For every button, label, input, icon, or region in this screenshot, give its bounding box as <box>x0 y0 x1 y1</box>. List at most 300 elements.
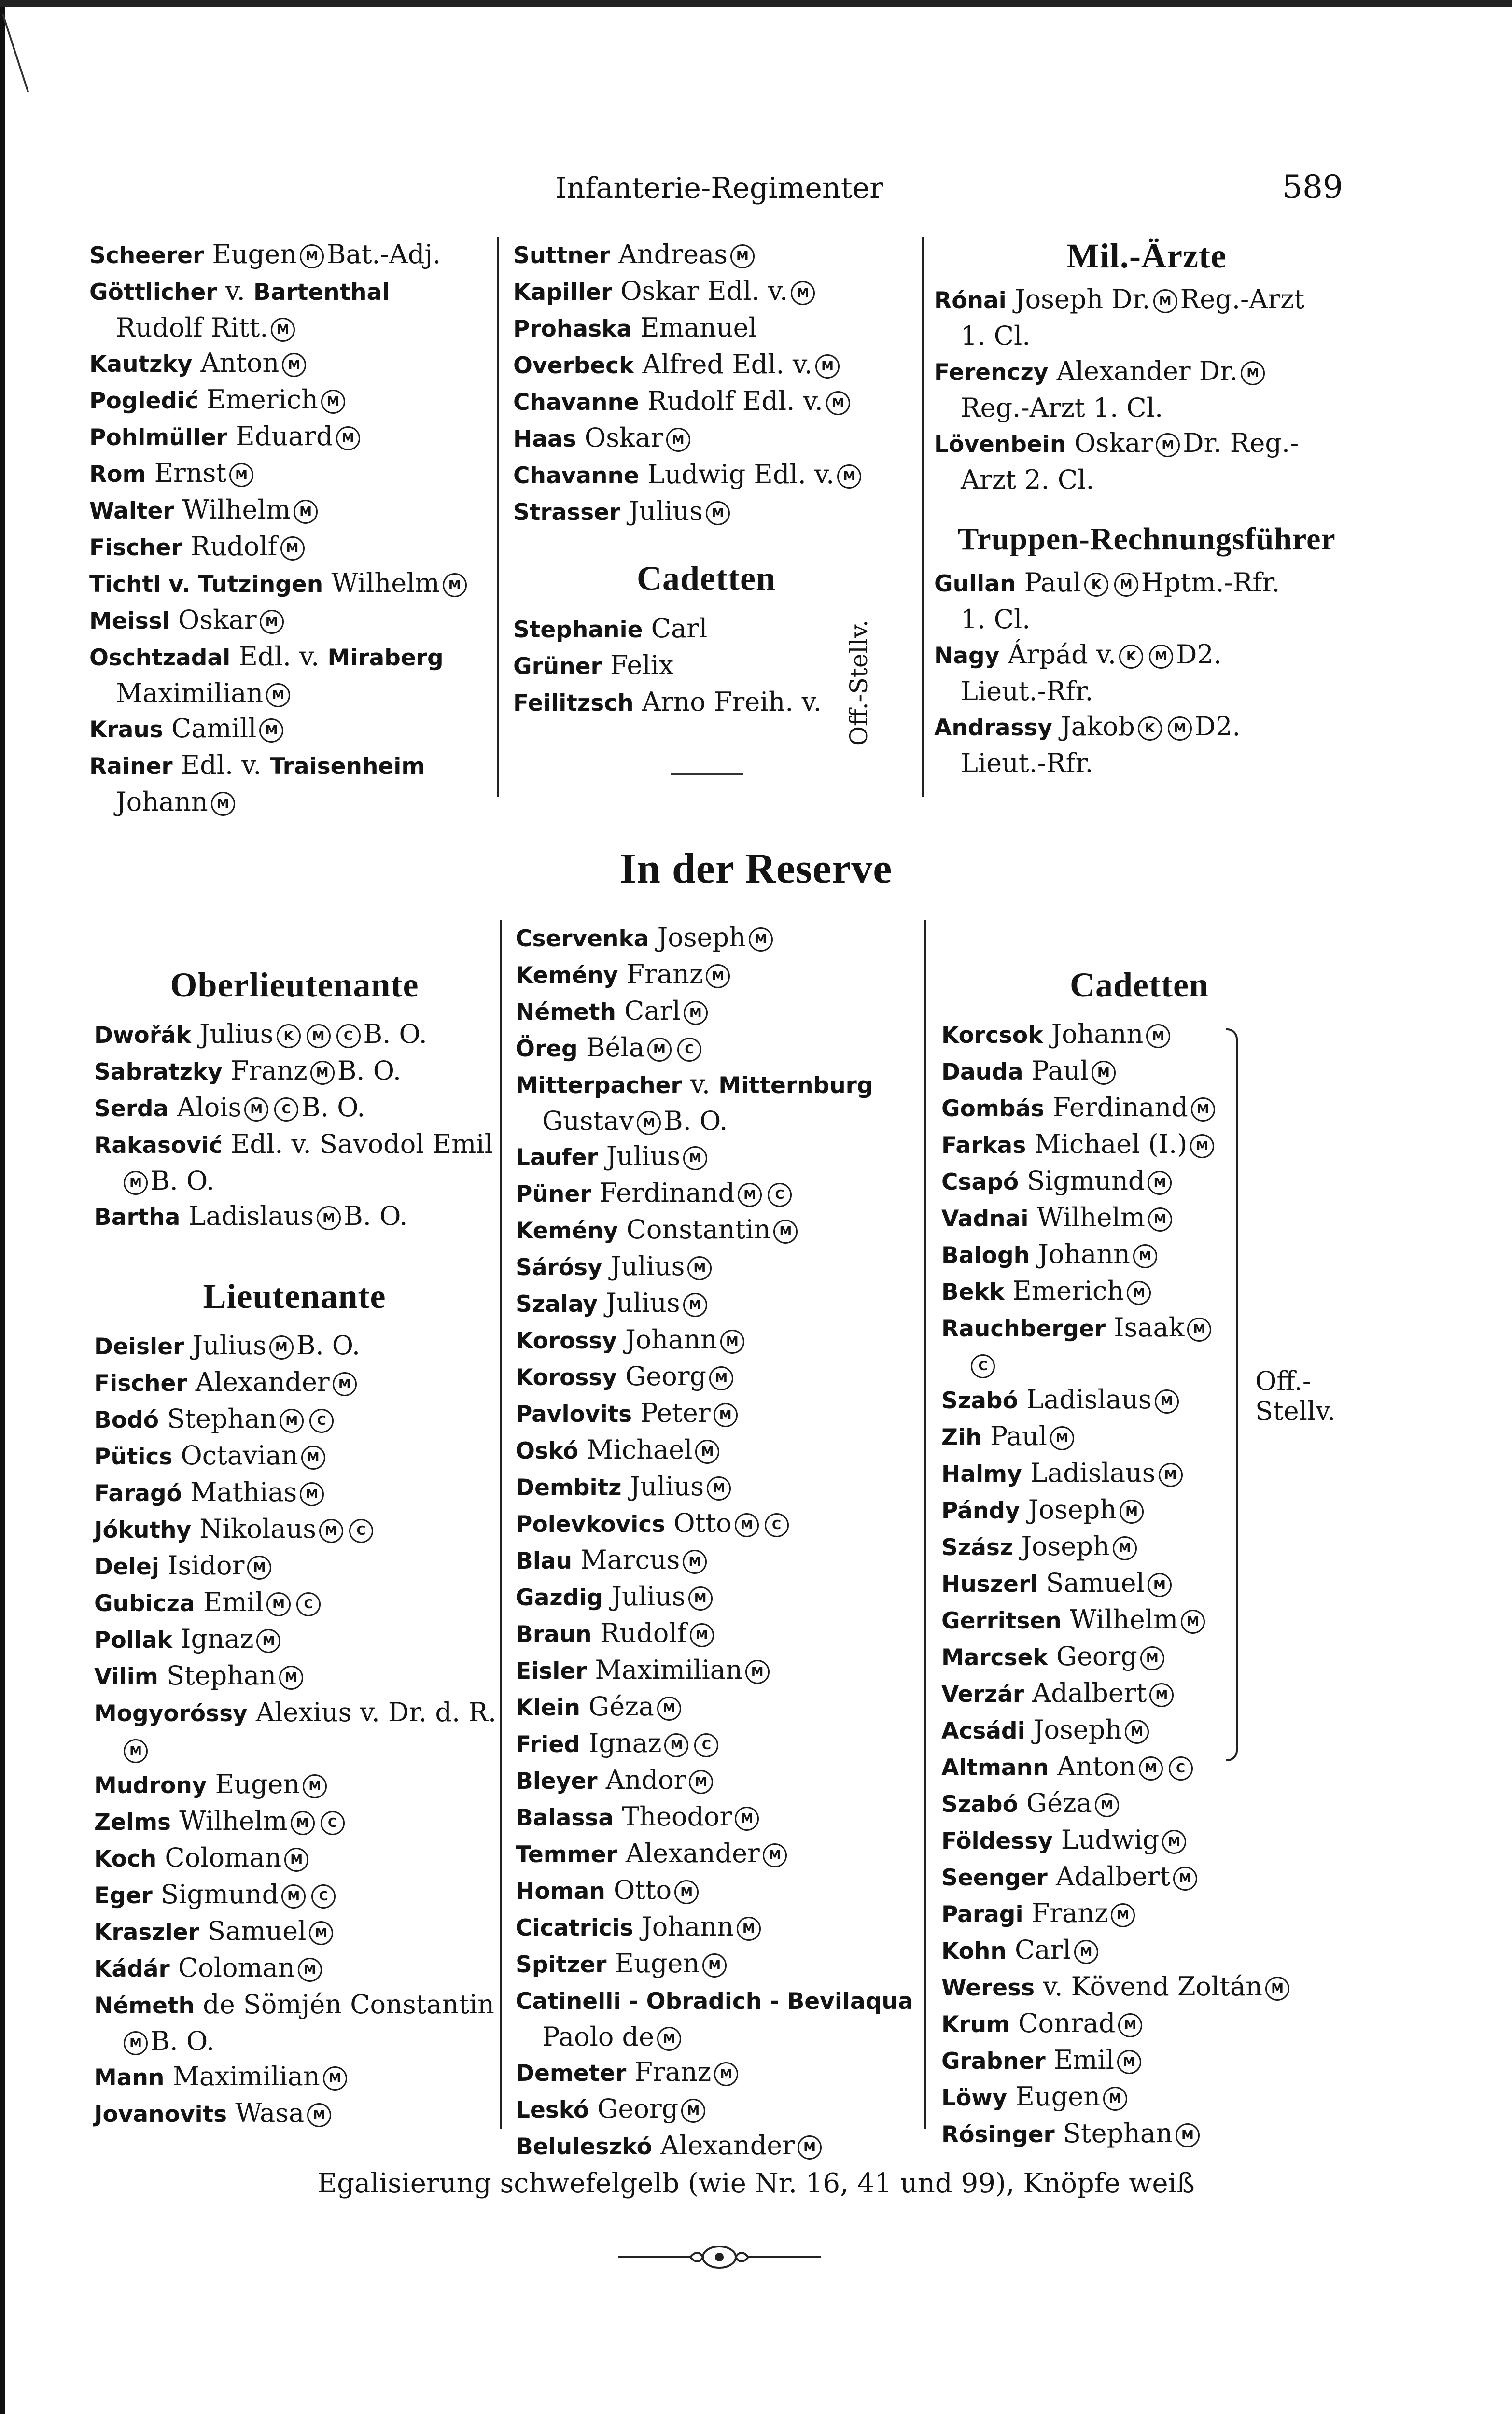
roster-entry <box>516 1175 931 1212</box>
surname: Verzár <box>941 1681 1024 1708</box>
medal-m-icon: M <box>443 573 467 597</box>
surname: Kraszler <box>94 1919 199 1946</box>
surname: Dembitz <box>516 1474 622 1501</box>
surname: Sabratzky <box>94 1059 223 1085</box>
predicate-name: Traisenheim <box>269 753 425 780</box>
medal-m-icon: M <box>1162 1830 1186 1854</box>
given-name: Alexander Dr. <box>1056 356 1238 386</box>
given-name: Emerich <box>1012 1276 1124 1306</box>
medal-m-icon: M <box>1265 1977 1289 2001</box>
surname: Andrassy <box>934 715 1052 741</box>
medal-m-icon: M <box>124 2031 148 2055</box>
surname: Prohaska <box>513 316 632 342</box>
given-name: Franz <box>626 959 703 989</box>
roster-entry <box>94 1474 495 1511</box>
cross-k-icon: K <box>1138 716 1162 741</box>
active-officers-column-1 <box>89 237 490 819</box>
medal-m-icon: M <box>1111 1903 1135 1927</box>
surname: Kapiller <box>513 279 613 306</box>
roster-entry <box>89 382 490 419</box>
surname: Rauchberger <box>941 1316 1106 1342</box>
roster-entry <box>516 1030 931 1067</box>
roster-entry <box>941 1785 1337 1822</box>
surname: Rónai <box>934 287 1007 314</box>
given-name: Ludwig Edl. v. <box>647 459 835 490</box>
given-name: Franz <box>231 1055 308 1086</box>
rank-annotation: B. O. <box>363 1019 427 1049</box>
roster-entry <box>934 281 1359 318</box>
roster-entry <box>941 1163 1337 1200</box>
given-name: Béla <box>586 1032 644 1063</box>
surname: Szabó <box>941 1791 1018 1818</box>
surname: Sárósy <box>516 1254 602 1281</box>
surname: Feilitzsch <box>513 690 634 716</box>
medal-c-icon: C <box>1169 1756 1193 1781</box>
given-name: Alexander <box>625 1838 760 1868</box>
surname: Eger <box>94 1882 153 1909</box>
reserve-officers-list <box>516 920 931 2164</box>
medal-c-icon: C <box>274 1097 298 1122</box>
surname: Balogh <box>941 1242 1030 1269</box>
rank-annotation: B. O. <box>151 2026 215 2056</box>
roster-entry <box>941 1749 1337 1785</box>
surname: Szalay <box>516 1291 598 1318</box>
roster-entry <box>89 711 490 747</box>
medal-c-icon: C <box>768 1183 792 1207</box>
roster-entry <box>516 1469 931 1505</box>
section-end-rule <box>671 773 743 775</box>
medal-m-icon: M <box>298 1958 322 1982</box>
medal-c-icon: C <box>309 1409 334 1433</box>
medal-m-icon: M <box>738 1183 762 1207</box>
roster-entry <box>94 1198 495 1235</box>
medal-m-icon: M <box>1125 1720 1149 1744</box>
roster-entry <box>516 1762 931 1799</box>
page-header <box>0 168 1512 210</box>
medal-m-icon: M <box>309 1921 333 1945</box>
given-name: Géza <box>1026 1788 1092 1818</box>
off-stellv-bracket <box>1226 1028 1238 1761</box>
given-name: Joseph <box>1033 1714 1122 1745</box>
medal-c-icon: C <box>971 1354 995 1378</box>
given-name: Ludwig <box>1061 1825 1160 1855</box>
medal-m-icon: M <box>1074 1940 1098 1964</box>
medal-m-icon: M <box>1156 433 1180 457</box>
roster-entry <box>94 1658 495 1695</box>
given-name: Joseph <box>1028 1494 1117 1525</box>
given-name: Andreas <box>618 239 728 269</box>
surname: Tichtl v. Tutzingen <box>89 571 323 598</box>
given-name: Adalbert <box>1032 1678 1147 1708</box>
surname: Zih <box>941 1424 982 1451</box>
given-name: Carl <box>651 613 708 644</box>
given-name: Eugen <box>1015 2081 1100 2112</box>
roster-entry <box>513 347 914 383</box>
continuation-text: 1. Cl. <box>961 321 1031 351</box>
medal-m-icon: M <box>300 244 324 268</box>
footer-note: Egalisierung schwefelgelb (wie Nr. 16, 41 und 99), Knöpfe weiß <box>317 2168 1195 2199</box>
roster-entry <box>516 993 931 1030</box>
given-name: Johann <box>625 1324 717 1355</box>
given-name: Adalbert <box>1055 1861 1171 1892</box>
predicate-name: Bartenthal <box>253 279 390 306</box>
medal-m-icon: M <box>1120 1500 1144 1524</box>
surname: Spitzer <box>516 1951 607 1978</box>
medal-m-icon: M <box>1173 1867 1197 1891</box>
entry-continuation <box>89 675 490 711</box>
medal-m-icon: M <box>664 1733 688 1757</box>
roster-entry <box>516 1322 931 1359</box>
given-name: Wilhelm <box>331 568 440 598</box>
reserve-column-3 <box>941 963 1337 2152</box>
surname: Seenger <box>941 1865 1048 1891</box>
surname: Németh <box>516 999 616 1025</box>
page-number: 589 <box>1282 168 1343 206</box>
medal-m-icon: M <box>714 1403 738 1427</box>
surname: Löwy <box>941 2085 1008 2111</box>
given-name: Joseph Dr. <box>1014 284 1150 314</box>
surname: Fried <box>516 1731 580 1758</box>
medal-m-icon: M <box>1148 1171 1172 1195</box>
given-name: Marcus <box>580 1544 680 1575</box>
medal-m-icon: M <box>749 927 773 952</box>
entry-continuation <box>934 462 1359 497</box>
roster-list <box>513 237 914 530</box>
medal-m-icon: M <box>706 964 730 988</box>
surname: Polevkovics <box>516 1511 666 1538</box>
given-name: Maximilian <box>172 2061 320 2091</box>
medal-c-icon: C <box>336 1024 361 1048</box>
entry-continuation <box>89 310 490 345</box>
roster-entry <box>941 1639 1337 1675</box>
medal-m-icon: M <box>684 1001 708 1025</box>
given-name: Julius <box>611 1581 686 1612</box>
medal-m-icon: M <box>280 1409 304 1433</box>
surname: Bleyer <box>516 1768 598 1795</box>
roster-entry <box>516 1982 931 2019</box>
given-name: v. <box>225 276 245 306</box>
given-name: Otto <box>613 1875 672 1905</box>
roster-entry <box>941 1200 1337 1236</box>
roster-entry <box>516 2054 931 2091</box>
roster-entry <box>516 1285 931 1322</box>
surname: Haas <box>513 426 576 452</box>
given-name: Anton <box>200 348 280 378</box>
surname: Altmann <box>941 1754 1049 1781</box>
oberlieutenante-list <box>94 1016 495 1235</box>
medal-m-icon: M <box>1176 2123 1200 2147</box>
column-divider <box>500 920 502 2129</box>
roster-entry <box>941 1090 1337 1126</box>
continuation-text: Maximilian <box>116 678 264 708</box>
rank-annotation: B. O. <box>337 1055 402 1086</box>
surname: Chavanne <box>513 463 639 489</box>
medal-m-icon: M <box>229 463 253 487</box>
given-name: Wilhelm <box>179 1806 288 1836</box>
medal-m-icon: M <box>683 1146 707 1170</box>
surname: Grabner <box>941 2048 1046 2075</box>
medal-m-icon: M <box>730 244 755 268</box>
surname: Rósinger <box>941 2121 1055 2148</box>
roster-entry <box>941 1859 1337 1895</box>
roster-entry <box>934 425 1359 462</box>
given-name: Georg <box>597 2093 679 2124</box>
rank-annotation: Dr. Reg.- <box>1183 428 1299 458</box>
medal-m-icon: M <box>307 2103 331 2127</box>
medal-m-icon: M <box>745 1660 770 1684</box>
roster-entry <box>934 709 1359 745</box>
given-name: Theodor <box>622 1801 732 1832</box>
medal-m-icon: M <box>1190 1134 1214 1158</box>
column-divider <box>922 237 924 797</box>
given-name: Edl. v. <box>181 750 262 780</box>
given-name: Eugen <box>212 239 297 269</box>
given-name: Georg <box>1056 1641 1137 1671</box>
medal-m-icon: M <box>1133 1244 1157 1268</box>
given-name: Wilhelm <box>1036 1202 1145 1233</box>
given-name: Géza <box>588 1691 654 1722</box>
given-name: Jakob <box>1061 711 1135 742</box>
predicate-name: Mitternburg <box>718 1072 873 1099</box>
surname: Korossy <box>516 1364 617 1391</box>
reserve-column-2 <box>516 920 931 2164</box>
surname: Öreg <box>516 1036 578 1062</box>
given-name: Alexius v. Dr. d. R. <box>255 1697 497 1727</box>
given-name: Emil <box>1053 2045 1114 2075</box>
surname: Pohlmüller <box>89 424 228 451</box>
roster-entry <box>516 1579 931 1615</box>
roster-entry <box>94 1328 495 1364</box>
given-name: Anton <box>1057 1751 1136 1782</box>
entry-continuation <box>94 1731 495 1767</box>
surname: Mann <box>94 2064 165 2091</box>
medal-m-icon: M <box>333 1372 357 1396</box>
given-name: Isaak <box>1114 1312 1185 1343</box>
rank-annotation: D2. <box>1194 711 1241 742</box>
rank-annotation: B. O. <box>151 1165 215 1196</box>
column-divider <box>924 920 926 2129</box>
roster-entry <box>941 1969 1337 2006</box>
medal-m-icon: M <box>1148 1207 1172 1232</box>
surname: Temmer <box>516 1841 617 1868</box>
roster-entry <box>94 1364 495 1401</box>
roster-entry <box>94 1016 495 1053</box>
roster-entry <box>513 310 914 347</box>
given-name: Stephan <box>167 1660 276 1691</box>
medal-m-icon: M <box>244 1097 268 1122</box>
roster-entry <box>941 1565 1337 1602</box>
roster-entry <box>516 1395 931 1432</box>
medal-m-icon: M <box>124 1739 148 1763</box>
medal-m-icon: M <box>321 390 345 414</box>
roster-entry <box>89 747 490 784</box>
medal-m-icon: M <box>688 1586 713 1611</box>
given-name: Paul <box>1031 1055 1089 1086</box>
roster-entry <box>516 1946 931 1982</box>
given-name: Georg <box>625 1361 707 1391</box>
surname: Németh <box>94 1993 195 2019</box>
roster-entry <box>941 1016 1337 1053</box>
surname: Krum <box>941 2011 1010 2038</box>
surname: Gubicza <box>94 1590 195 1617</box>
truppen-list <box>934 565 1359 781</box>
surname: Zelms <box>94 1809 171 1836</box>
medal-m-icon: M <box>773 1220 798 1244</box>
roster-entry <box>89 345 490 382</box>
given-name: Paul <box>990 1421 1047 1451</box>
medal-m-icon: M <box>291 1811 315 1835</box>
medal-m-icon: M <box>1140 1646 1164 1670</box>
medal-m-icon: M <box>1092 1061 1116 1085</box>
surname: Göttlicher <box>89 279 217 306</box>
off-stellv-label: Off.-Stellv. <box>845 619 873 746</box>
surname: Leskó <box>516 2097 589 2123</box>
surname: Meissl <box>89 608 170 634</box>
medal-m-icon: M <box>271 318 295 342</box>
surname: Rom <box>89 461 146 488</box>
surname: Jovanovits <box>94 2101 227 2128</box>
page-top-edge <box>0 0 1512 7</box>
medal-m-icon: M <box>266 683 290 707</box>
roster-entry <box>516 1542 931 1579</box>
medal-m-icon: M <box>259 718 283 743</box>
roster-entry <box>516 1909 931 1946</box>
medal-m-icon: M <box>737 1917 761 1941</box>
medal-m-icon: M <box>690 1623 714 1647</box>
surname: Pollak <box>94 1627 172 1654</box>
roster-entry <box>89 455 490 492</box>
medal-m-icon: M <box>300 1482 324 1506</box>
roster-entry <box>516 1249 931 1285</box>
roster-entry <box>94 1695 495 1731</box>
given-name: Ignaz <box>181 1624 254 1654</box>
given-name: Andor <box>605 1765 686 1795</box>
medal-m-icon: M <box>683 1293 707 1317</box>
roster-entry <box>941 2042 1337 2079</box>
medal-m-icon: M <box>689 1770 713 1794</box>
roster-entry <box>941 1492 1337 1529</box>
surname: Fischer <box>94 1370 187 1397</box>
roster-entry <box>89 492 490 529</box>
roster-entry <box>89 529 490 565</box>
roster-list <box>89 237 490 819</box>
surname: Homan <box>516 1878 605 1905</box>
rank-annotation: B. O. <box>344 1201 408 1231</box>
medal-m-icon: M <box>1117 2050 1141 2074</box>
given-name: Árpád v. <box>1008 639 1117 670</box>
given-name: v. Kövend Zoltán <box>1043 1971 1263 2002</box>
medal-m-icon: M <box>1118 2013 1142 2037</box>
aerzte-rechnung-column <box>934 234 1359 781</box>
off-stellv-bracket-label: Off.- Stellv. <box>1255 1366 1336 1426</box>
column-divider <box>497 237 499 797</box>
medal-m-icon: M <box>279 1666 303 1690</box>
rank-annotation: Hptm.-Rfr. <box>1141 567 1280 598</box>
surname: Braun <box>516 1621 592 1648</box>
roster-entry <box>516 1799 931 1836</box>
entry-continuation <box>89 784 490 819</box>
roster-entry <box>89 565 490 602</box>
medal-m-icon: M <box>247 1556 271 1580</box>
medal-m-icon: M <box>1095 1793 1119 1817</box>
given-name: Carl <box>1014 1935 1071 1965</box>
entry-continuation <box>934 674 1359 709</box>
given-name: Michael (I.) <box>1034 1129 1188 1159</box>
medal-c-icon: C <box>765 1513 789 1537</box>
section-title-mil-aerzte: Mil.-Ärzte <box>1066 237 1227 275</box>
roster-entry <box>516 920 931 956</box>
mil-aerzte-list <box>934 281 1359 497</box>
surname: Dwořák <box>94 1022 191 1049</box>
surname: Pavlovits <box>516 1401 632 1428</box>
roster-entry <box>94 2095 495 2132</box>
surname: Dauda <box>941 1059 1023 1085</box>
medal-m-icon: M <box>702 1953 727 1978</box>
roster-entry <box>941 1455 1337 1492</box>
roster-entry <box>516 1615 931 1652</box>
entry-continuation <box>934 318 1359 353</box>
surname: Mudrony <box>94 1772 207 1799</box>
cross-k-icon: K <box>1119 645 1143 669</box>
medal-m-icon: M <box>211 792 235 816</box>
surname: Faragó <box>94 1480 182 1507</box>
entry-continuation <box>934 602 1359 637</box>
surname: Klein <box>516 1695 580 1721</box>
roster-entry <box>513 237 914 273</box>
roster-entry <box>94 1987 495 2023</box>
given-name: Ferdinand <box>599 1178 735 1208</box>
entry-continuation <box>516 2019 931 2054</box>
roster-entry <box>516 1432 931 1469</box>
roster-entry <box>94 1950 495 1987</box>
roster-entry <box>516 1359 931 1395</box>
roster-entry <box>513 420 914 457</box>
surname: Jókuthy <box>94 1517 192 1544</box>
medal-m-icon: M <box>1153 289 1177 313</box>
given-name: Conrad <box>1018 2008 1116 2038</box>
roster-entry <box>94 1767 495 1803</box>
surname: Rakasović <box>94 1132 223 1159</box>
medal-m-icon: M <box>815 354 840 379</box>
medal-m-icon: M <box>301 1446 325 1470</box>
roster-entry <box>94 1126 495 1163</box>
roster-entry <box>516 2091 931 2128</box>
medal-c-icon: C <box>311 1884 336 1909</box>
given-name: Isidor <box>168 1550 245 1581</box>
surname: Demeter <box>516 2060 627 2087</box>
entry-continuation <box>934 745 1359 781</box>
roster-entry <box>934 353 1359 390</box>
roster-entry <box>94 1877 495 1913</box>
surname: Földessy <box>941 1828 1053 1854</box>
continuation-text: Paolo de <box>542 2021 655 2052</box>
roster-entry <box>513 493 914 530</box>
medal-m-icon: M <box>281 1884 306 1909</box>
medal-m-icon: M <box>687 1256 712 1280</box>
medal-m-icon: M <box>1149 1683 1174 1707</box>
roster-entry <box>89 237 490 273</box>
surname: Halmy <box>941 1461 1022 1488</box>
section-title-lieutenante: Lieutenante <box>203 1277 386 1316</box>
predicate-name: Miraberg <box>327 645 444 671</box>
surname: Gullan <box>934 571 1016 597</box>
entry-continuation <box>94 2023 495 2059</box>
medal-m-icon: M <box>735 1807 759 1831</box>
section-title-cadetten: Cadetten <box>637 559 776 598</box>
given-name: Ernst <box>154 458 227 488</box>
given-name: Maximilian <box>595 1655 742 1685</box>
roster-entry <box>516 1505 931 1542</box>
